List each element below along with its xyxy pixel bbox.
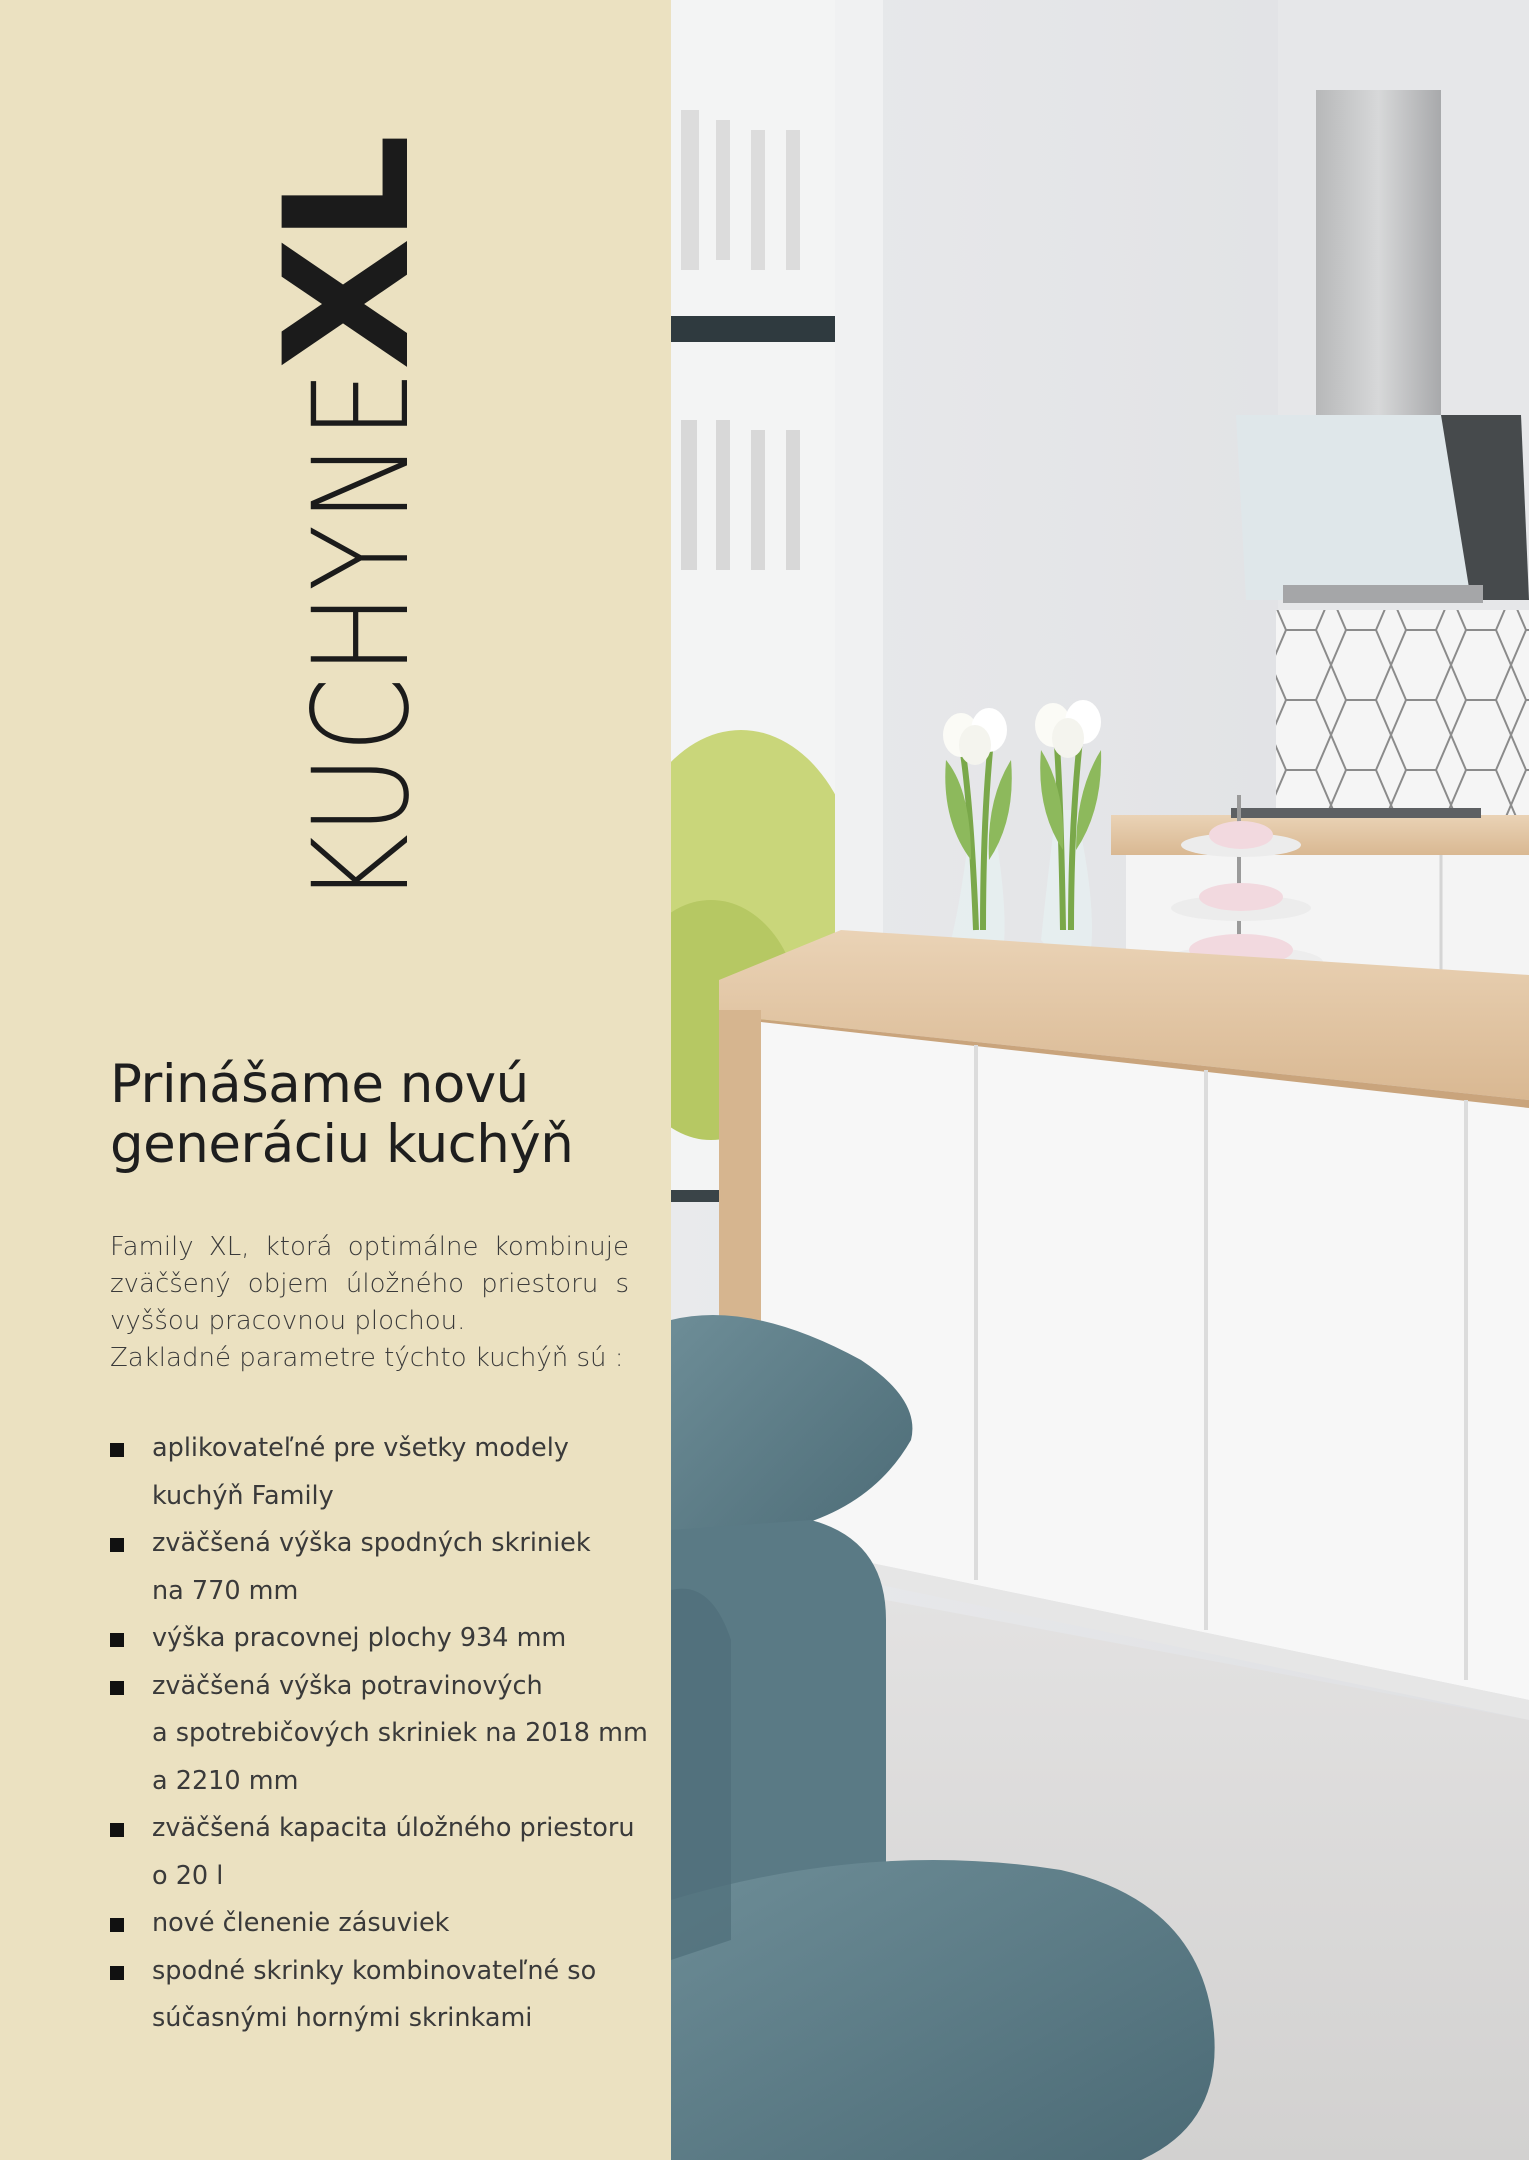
list-item-text: a spotrebičových skriniek na 2018 mm bbox=[152, 1718, 648, 1748]
feature-list bbox=[110, 1425, 650, 2043]
bullet-square-icon bbox=[110, 1443, 124, 1457]
bullet-square-icon bbox=[110, 1966, 124, 1980]
list-item bbox=[110, 1520, 650, 1615]
list-item-text: a 2210 mm bbox=[152, 1765, 299, 1796]
headline-line: Prinášame novú bbox=[110, 1054, 529, 1115]
title-bold: XL bbox=[247, 139, 448, 371]
intro-paragraph bbox=[110, 1229, 629, 1377]
bullet-square-icon bbox=[110, 1681, 124, 1695]
bullet-square-icon bbox=[110, 1633, 124, 1647]
list-item-text: výška pracovnej plochy 934 mm bbox=[152, 1623, 567, 1653]
intro-line: Family XL, ktorá optimálne kombinuje bbox=[110, 1232, 629, 1262]
list-item bbox=[110, 1900, 650, 1948]
list-item bbox=[110, 1805, 650, 1900]
bullet-square-icon bbox=[110, 1823, 124, 1837]
list-item-text: zväčšená kapacita úložného priestoru bbox=[152, 1813, 635, 1843]
kitchen-illustration bbox=[671, 0, 1529, 2160]
intro-line: Zakladné parametre týchto kuchýň sú : bbox=[110, 1343, 624, 1373]
list-item-text: na 770 mm bbox=[152, 1575, 299, 1606]
list-item-text: aplikovateľné pre všetky modely bbox=[152, 1433, 569, 1463]
intro-line: zväčšený objem úložného priestoru s bbox=[110, 1269, 629, 1299]
list-item-text: zväčšená výška spodných skriniek bbox=[152, 1528, 591, 1558]
intro-line: vyššou pracovnou plochou. bbox=[110, 1306, 466, 1336]
list-item-text: o 20 l bbox=[152, 1860, 224, 1891]
headline-line: generáciu kuchýň bbox=[110, 1114, 574, 1175]
list-item-text: zväčšená výška potravinových bbox=[152, 1670, 543, 1701]
kitchen-photo bbox=[671, 0, 1529, 2160]
page-title bbox=[247, 139, 448, 905]
bullet-square-icon bbox=[110, 1538, 124, 1552]
list-item bbox=[110, 1615, 650, 1663]
list-item bbox=[110, 1663, 650, 1806]
list-item-text: kuchýň Family bbox=[152, 1480, 334, 1511]
list-item-text: nové členenie zásuviek bbox=[152, 1908, 450, 1938]
list-item bbox=[110, 1425, 650, 1520]
text-panel bbox=[0, 0, 671, 2160]
headline bbox=[110, 1055, 630, 1175]
list-item bbox=[110, 1948, 650, 2043]
bullet-square-icon bbox=[110, 1918, 124, 1932]
list-item-text: súčasnými hornými skrinkami bbox=[152, 2003, 533, 2033]
title-light: KUCHYNE bbox=[285, 368, 439, 905]
list-item-text: spodné skrinky kombinovateľné so bbox=[152, 1955, 597, 1986]
